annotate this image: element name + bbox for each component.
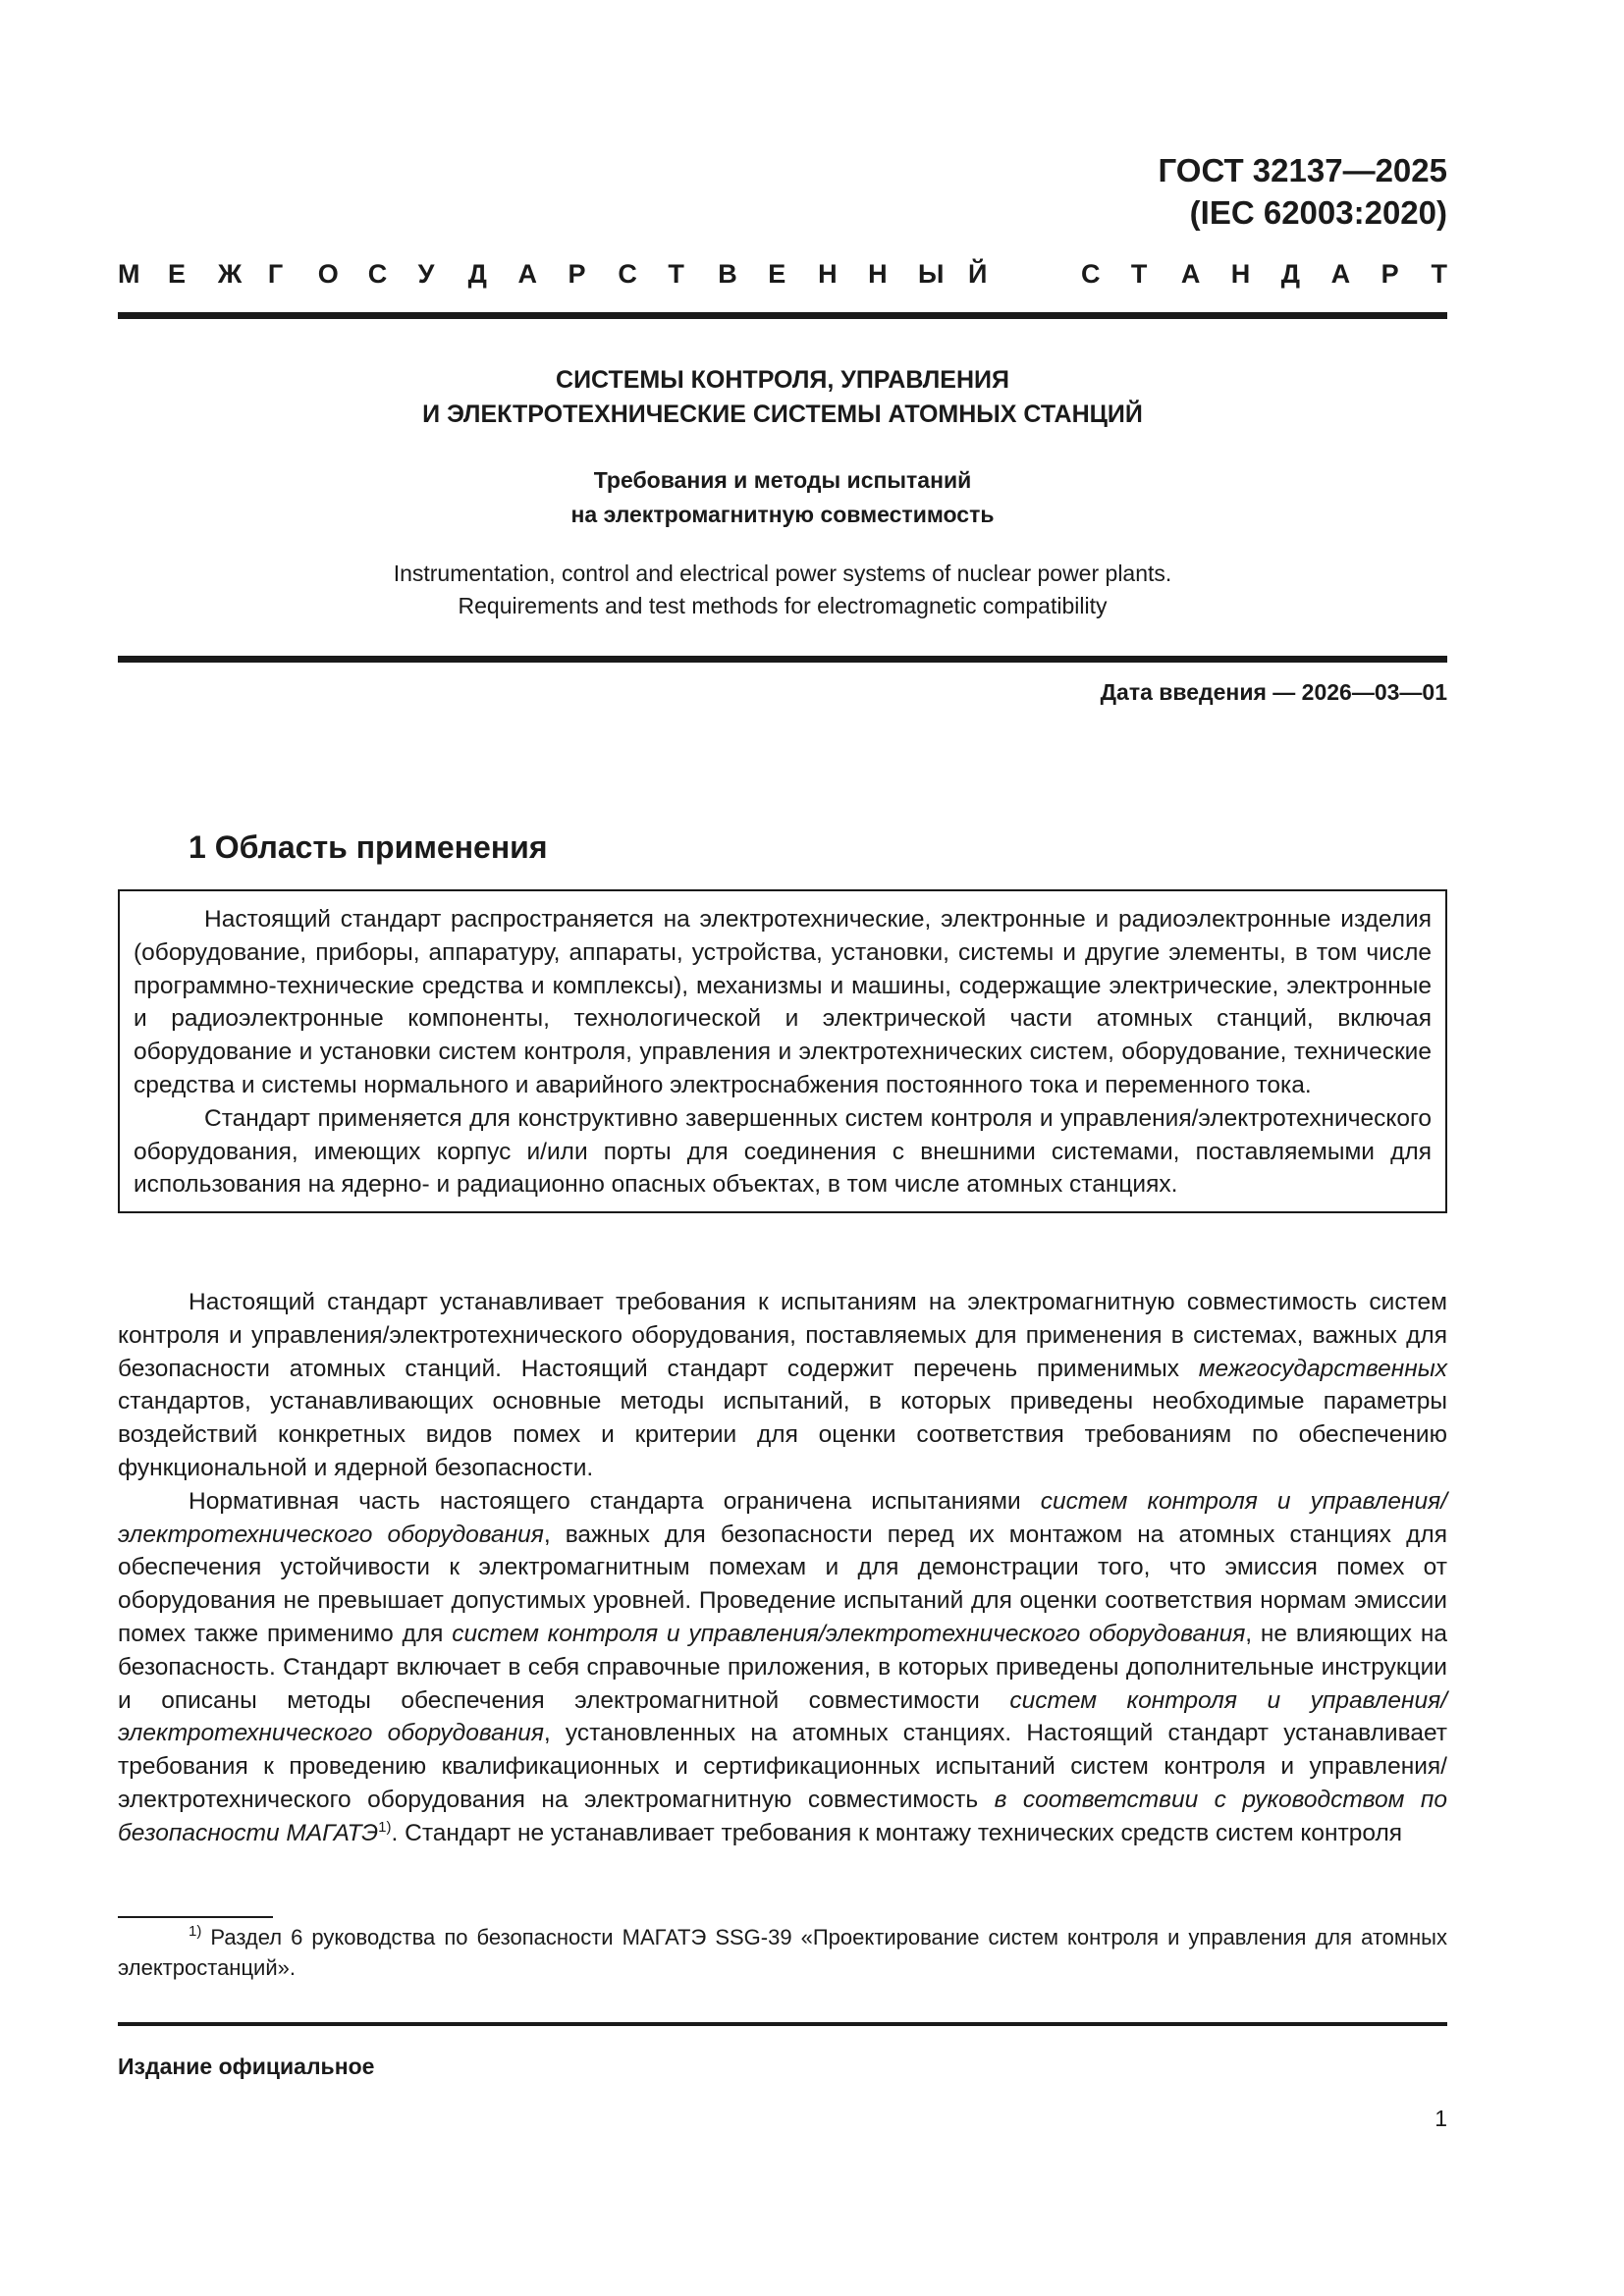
kind-word-1: М Е Ж Г О С У Д А Р С Т В Е Н Н Ы Й bbox=[118, 259, 988, 289]
text-run: стандартов, устанавливающих основные методы испытаний, в которых приведены необходимые параметры воздействий конкретных видов помех и критерии для оценки соответствия требованиям по обеспечению функциональной и ядерной безопасности. bbox=[118, 1388, 1447, 1481]
footnote-reference[interactable]: 1) bbox=[378, 1818, 392, 1836]
document-title bbox=[118, 363, 1447, 432]
text-run: , не влияющих на безопасность. Стандарт включает в себя справочные приложения, в которых приведены дополнительные инструкции и описаны методы обеспечения электромагнитной совместимости bbox=[118, 1620, 1447, 1714]
italic-run: в соответствии с руководством по безопасности МАГАТЭ bbox=[118, 1786, 1447, 1846]
boxed-scope-text bbox=[118, 889, 1447, 1213]
standard-designation bbox=[1159, 149, 1447, 234]
page-number: 1 bbox=[1435, 2106, 1447, 2131]
edition-label: Издание официальное bbox=[118, 2054, 375, 2079]
title-line-2: И ЭЛЕКТРОТЕХНИЧЕСКИЕ СИСТЕМЫ АТОМНЫХ СТАНЦИЙ bbox=[422, 400, 1143, 428]
english-title-line-1: Instrumentation, control and electrical power systems of nuclear power plants. bbox=[393, 561, 1172, 586]
text-run: Настоящий стандарт устанавливает требования к испытаниям на электромагнитную совместимость систем контроля и управления/электротехнического оборудования, поставляемых для применения в системах, важных для безопасности атомных станций. Настоящий стандарт содержит перечень применимых bbox=[118, 1289, 1447, 1382]
body-text bbox=[118, 1286, 1447, 1850]
boxed-paragraph-1: Настоящий стандарт распространяется на электротехнические, электронные и радиоэлектронные изделия (оборудование, приборы, аппаратуру, аппараты, устройства, установки, системы и другие элементы, в том числе программно-технические средства и комплексы), механизмы и машины, содержащие электрические, электронные и радиоэлектронные компоненты, технологической и электрической части атомных станций, включая оборудование и установки систем контроля, управления и электротехнических систем, оборудование, технические средства и системы нормального и аварийного электроснабжения постоянного тока и переменного тока. bbox=[134, 906, 1432, 1098]
footer-rule bbox=[118, 2022, 1447, 2026]
italic-run: межгосударственных bbox=[1198, 1355, 1447, 1382]
title-rule bbox=[118, 656, 1447, 663]
text-run: Нормативная часть настоящего стандарта ограничена испытаниями bbox=[189, 1487, 1041, 1515]
kind-word-2: С Т А Н Д А Р Т bbox=[1080, 259, 1447, 289]
body-paragraph-2 bbox=[118, 1485, 1447, 1850]
italic-run: систем контроля и управления/электротехнического оборудования bbox=[452, 1620, 1246, 1647]
english-title bbox=[118, 558, 1447, 622]
footnote-text: Раздел 6 руководства по безопасности МАГАТЭ SSG-39 «Проектирование систем контроля и управления для атомных электростанций». bbox=[118, 1925, 1447, 1980]
document-page bbox=[118, 0, 1447, 2296]
footnote-separator bbox=[118, 1916, 273, 1918]
designation-iec: (IEC 62003:2020) bbox=[1189, 194, 1447, 231]
boxed-paragraph-2: Стандарт применяется для конструктивно завершенных систем контроля и управления/электротехнического оборудования, имеющих корпус и/или порты для соединения с внешними системами, поставляемыми для использования на ядерно- и радиационно опасных объектах, в том числе атомных станциях. bbox=[134, 1104, 1432, 1199]
title-line-1: СИСТЕМЫ КОНТРОЛЯ, УПРАВЛЕНИЯ bbox=[556, 366, 1009, 394]
italic-run: систем контроля и управления/электротехнического оборудования bbox=[118, 1487, 1447, 1548]
document-subtitle bbox=[118, 463, 1447, 532]
designation-number: ГОСТ 32137—2025 bbox=[1158, 152, 1447, 188]
footnote-mark: 1) bbox=[189, 1923, 202, 1940]
footnote bbox=[118, 1922, 1447, 1983]
text-run: , установленных на атомных станциях. Настоящий стандарт устанавливает требования к проведению квалификационных и сертификационных испытаний систем контроля и управления/электротехнического оборудования на электромагнитную совместимость bbox=[118, 1720, 1447, 1813]
body-paragraph-1 bbox=[118, 1286, 1447, 1485]
english-title-line-2: Requirements and test methods for electromagnetic compatibility bbox=[458, 593, 1108, 618]
section-heading: 1 Область применения bbox=[189, 829, 548, 865]
text-run: . Стандарт не устанавливает требования к монтажу технических средств систем контроля bbox=[391, 1819, 1403, 1846]
italic-run: систем контроля и управления/электротехнического оборудования bbox=[118, 1686, 1447, 1747]
subtitle-line-2: на электромагнитную совместимость bbox=[570, 502, 995, 527]
introduction-date: Дата введения — 2026—03—01 bbox=[1100, 679, 1447, 705]
header-rule bbox=[118, 312, 1447, 319]
subtitle-line-1: Требования и методы испытаний bbox=[593, 467, 972, 493]
standard-kind bbox=[118, 257, 1447, 291]
text-run: , важных для безопасности перед их монтажом на атомных станциях для обеспечения устойчивости к электромагнитным помехам и для демонстрации того, что эмиссия помех от оборудования не превышает допустимых уровней. Проведение испытаний для оценки соответствия нормам эмиссии помех также применимо для bbox=[118, 1521, 1447, 1647]
